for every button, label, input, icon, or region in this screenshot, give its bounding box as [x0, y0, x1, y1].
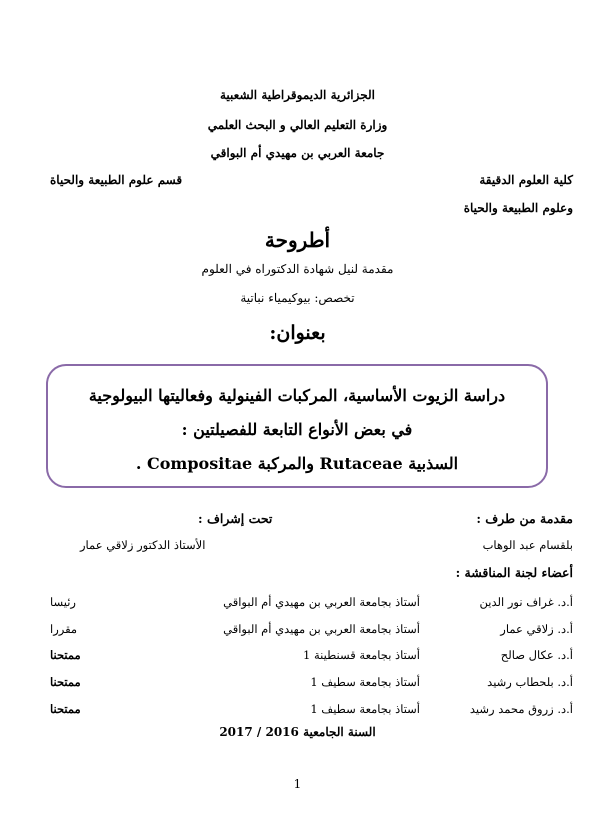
- supervisor-name: الأستاذ الدكتور زلاقي عمار: [80, 538, 206, 552]
- member-affiliation: أستاذ بجامعة العربي بن مهيدي أم البواقي: [223, 622, 420, 636]
- member-name: أ.د. بلحطاب رشيد: [487, 675, 573, 689]
- member-role: ممتحنا: [50, 675, 81, 689]
- title-line-3: السذبية Rutaceae والمركبة Compositae .: [135, 454, 459, 473]
- candidate-name: بلقسام عبد الوهاب: [482, 538, 573, 552]
- page-number: 1: [293, 777, 302, 791]
- faculty-name-line2: وعلوم الطبيعة والحياة: [463, 201, 573, 215]
- academic-year: السنة الجامعية 2016 / 2017: [219, 725, 376, 739]
- member-role: ممتحنا: [50, 702, 81, 716]
- republic-name: الجزائرية الديموقراطية الشعبية: [219, 88, 375, 102]
- thesis-purpose: مقدمة لنيل شهادة الدكتوراه في العلوم: [201, 262, 394, 276]
- title-line-1: دراسة الزيوت الأساسية، المركبات الفينولية وفعاليتها البيولوجية: [88, 386, 506, 405]
- member-name: أ.د. زلاقي عمار: [500, 622, 573, 636]
- thesis-type: أطروحة: [264, 228, 331, 252]
- member-name: أ.د. عكال صالح: [500, 648, 573, 662]
- thesis-specialty: تخصص: بيوكيمياء نباتية: [240, 291, 355, 305]
- presented-by-label: مقدمة من طرف :: [476, 511, 573, 526]
- university-name: جامعة العربي بن مهيدي أم البواقي: [210, 146, 385, 160]
- member-role: ممتحنا: [50, 648, 81, 662]
- faculty-name-line1: كلية العلوم الدقيقة: [479, 173, 573, 187]
- title-line-2: في بعض الأنواع التابعة للفصيلتين :: [181, 420, 413, 439]
- member-affiliation: أستاذ بجامعة سطيف 1: [310, 675, 420, 689]
- member-role: رئيسا: [50, 595, 76, 609]
- member-role: مقررا: [50, 622, 78, 636]
- committee-label: أعضاء لجنة المناقشة :: [455, 565, 573, 580]
- member-affiliation: أستاذ بجامعة العربي بن مهيدي أم البواقي: [223, 595, 420, 609]
- title-box: [46, 364, 548, 488]
- member-name: أ.د. غراف نور الدين: [479, 595, 573, 609]
- supervision-label: تحت إشراف :: [198, 511, 273, 526]
- member-affiliation: أستاذ بجامعة سطيف 1: [310, 702, 420, 716]
- title-label: بعنوان:: [269, 322, 326, 344]
- department-name: قسم علوم الطبيعة والحياة: [50, 173, 183, 187]
- member-affiliation: أستاذ بجامعة قسنطينة 1: [303, 648, 420, 662]
- ministry-name: وزارة التعليم العالي و البحث العلمي: [207, 118, 388, 132]
- member-name: أ.د. زروق محمد رشيد: [469, 702, 573, 716]
